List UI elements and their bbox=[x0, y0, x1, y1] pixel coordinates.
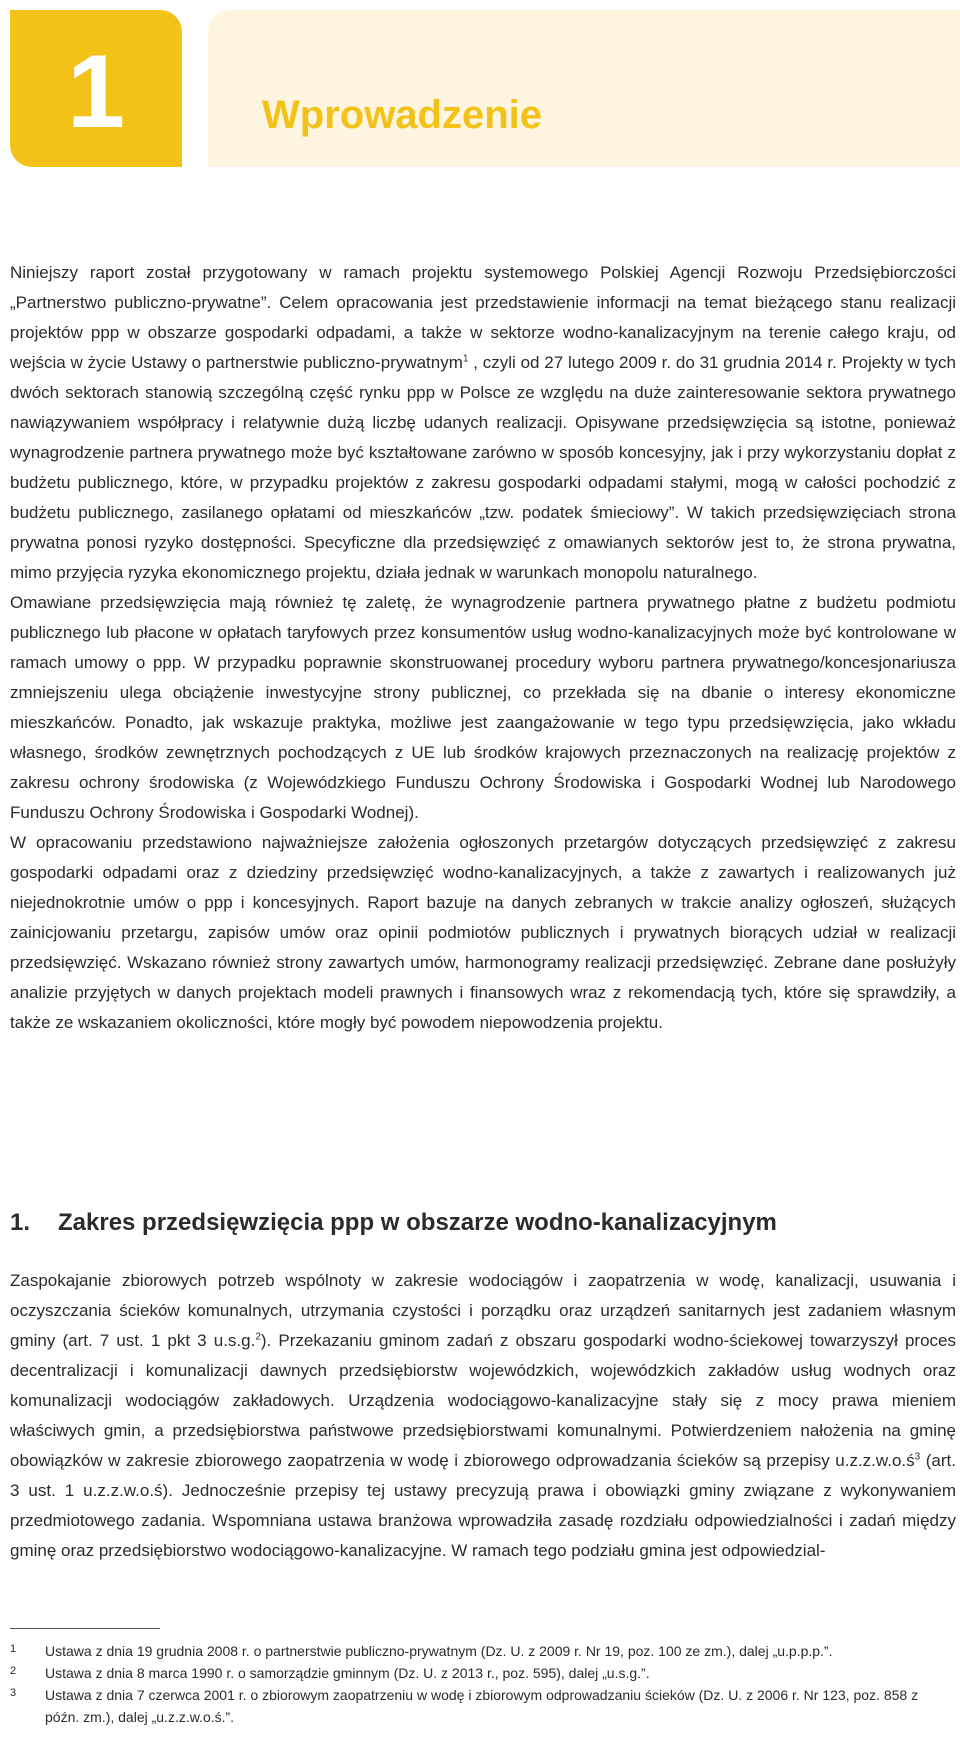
footnote-text: Ustawa z dnia 8 marca 1990 r. o samorządzie gminnym (Dz. U. z 2013 r., poz. 595), dalej „u.s.g.”. bbox=[45, 1665, 650, 1681]
footnote-text: Ustawa z dnia 19 grudnia 2008 r. o partnerstwie publiczno-prywatnym (Dz. U. z 2009 r. Nr 19, poz. 100 ze zm.), dalej „u.p.p.p.”. bbox=[45, 1643, 833, 1659]
section-p1-text-c: (art. 3 ust. 1 u.z.z.w.o.ś). Jednocześnie przepisy tej ustawy precyzują prawa i obowiązki gminy związane z wykonywaniem przedmiotowego zadania. Wspomniana ustawa branżowa wprowadziła zasadę rozdziału odpowiedzialności i zadań między gminę oraz przedsiębiorstwo wodociągowo-kanalizacyjne. W ramach tego podziału gmina jest odpowiedzial- bbox=[10, 1451, 956, 1560]
section-heading bbox=[10, 1208, 777, 1238]
section-title: Zakres przedsięwzięcia ppp w obszarze wodno-kanalizacyjnym bbox=[58, 1209, 777, 1236]
footnotes bbox=[10, 1640, 956, 1728]
chapter-number-box bbox=[10, 10, 182, 167]
intro-p1-text-a: Niniejszy raport został przygotowany w ramach projektu systemowego Polskiej Agencji Rozwoju Przedsiębiorczości „Partnerstwo publiczno-prywatne”. Celem opracowania jest przedstawienie informacji na temat bieżącego stanu realizacji projektów ppp w obszarze gospodarki odpadami, a także w sektorze wodno-kanalizacyjnym na terenie całego kraju, od wejścia w życie Ustawy o partnerstwie publiczno-prywatnym bbox=[10, 263, 956, 372]
intro-p1-text-b: , czyli od 27 lutego 2009 r. do 31 grudnia 2014 r. Projekty w tych dwóch sektorach stanowią szczególną część rynku ppp w Polsce ze względu na duże zainteresowanie sektora prywatnego nawiązywaniem współpracy i relatywnie dużą liczbę udanych realizacji. Opisywane przedsięwzięcia są istotne, ponieważ wynagrodzenie partnera prywatnego może być kształtowane zarówno w sposób koncesyjny, jak i przy wykorzystaniu dopłat z budżetu publicznego, które, w przypadku projektów z zakresu gospodarki odpadami stałymi, mogą w całości pochodzić z budżetu publicznego, zasilanego opłatami od mieszkańców „tzw. podatek śmieciowy”. W takich przedsięwzięciach strona prywatna ponosi ryzyko dostępności. Specyficzne dla przedsięwzięć z omawianych sektorów jest to, że strona prywatna, mimo przyjęcia ryzyka ekonomicznego projektu, działa jednak w warunkach monopolu naturalnego. bbox=[10, 353, 956, 582]
footnote-2 bbox=[10, 1662, 956, 1684]
footnote-1 bbox=[10, 1640, 956, 1662]
intro-paragraph-3: W opracowaniu przedstawiono najważniejsze założenia ogłoszonych przetargów dotyczących przedsięwzięć z zakresu gospodarki odpadami oraz z dziedziny przedsięwzięć wodno-kanalizacyjnych, a także z zawartych i realizowanych już niejednokrotnie umów o ppp i koncesyjnych. Raport bazuje na danych zebranych w trakcie analizy ogłoszeń, służących zainicjowaniu przetargu, zapisów umów oraz opinii podmiotów publicznych i prywatnych biorących udział w realizacji przedsięwzięć. Wskazano również strony zawartych umów, harmonogramy realizacji przedsięwzięć. Zebrane dane posłużyły analizie przyjętych w danych projektach modeli prawnych i finansowych wraz z rekomendacją tych, które się sprawdziły, a także ze wskazaniem okoliczności, które mogły być powodem niepowodzenia projektu. bbox=[10, 833, 956, 1032]
intro-body bbox=[10, 258, 956, 1038]
section-p1-text-b: ). Przekazaniu gminom zadań z obszaru gospodarki wodno-ściekowej towarzyszył proces decentralizacji i komunalizacji dawnych przedsiębiorstw wojewódzkich, wojewódzkich zakładów usług wodnych oraz komunalizacji wodociągów zakładowych. Urządzenia wodociągowo-kanalizacyjne stały się z mocy prawa mieniem właściwych gmin, a przedsiębiorstwa państwowe przedsiębiorstwami komunalnymi. Potwierdzeniem nałożenia na gminę obowiązków w zakresie zbiorowego zaopatrzenia w wodę i zbiorowego odprowadzania ścieków są przepisy u.z.z.w.o.ś bbox=[10, 1331, 956, 1470]
section-body bbox=[10, 1266, 956, 1566]
footnote-divider bbox=[10, 1628, 160, 1629]
section-p1-text-a: Zaspokajanie zbiorowych potrzeb wspólnoty w zakresie wodociągów i zaopatrzenia w wodę, kanalizacji, usuwania i oczyszczania ścieków komunalnych, utrzymania czystości i porządku oraz urządzeń sanitarnych jest zadaniem własnym gminy (art. 7 ust. 1 pkt 3 u.s.g. bbox=[10, 1271, 956, 1350]
chapter-title: Wprowadzenie bbox=[262, 92, 543, 137]
footnote-ref-1[interactable]: 1 bbox=[462, 353, 469, 365]
footnote-number: 1 bbox=[10, 1643, 17, 1655]
footnote-ref-2[interactable]: 2 bbox=[255, 1331, 261, 1343]
chapter-number: 1 bbox=[67, 33, 125, 150]
intro-paragraph-2: Omawiane przedsięwzięcia mają również tę zaletę, że wynagrodzenie partnera prywatnego płatne z budżetu podmiotu publicznego lub płacone w opłatach taryfowych przez konsumentów usług wodno-kanalizacyjnych może być kontrolowane w ramach umowy o ppp. W przypadku poprawnie skonstruowanej procedury wyboru partnera prywatnego/koncesjonariusza zmniejszeniu ulega obciążenie inwestycyjne strony publicznej, co przekłada się na dbanie o interesy ekonomiczne mieszkańców. Ponadto, jak wskazuje praktyka, możliwe jest zaangażowanie w tego typu przedsięwzięcia, jako wkładu własnego, środków zewnętrznych pochodzących z UE lub środków krajowych przeznaczonych na realizację projektów z zakresu ochrony środowiska (z Wojewódzkiego Funduszu Ochrony Środowiska i Gospodarki Wodnej lub Narodowego Funduszu Ochrony Środowiska i Gospodarki Wodnej). bbox=[10, 593, 956, 822]
section-number: 1. bbox=[10, 1209, 31, 1236]
chapter-title-band bbox=[208, 10, 960, 167]
footnote-number: 2 bbox=[10, 1665, 17, 1677]
intro-paragraph-1 bbox=[10, 258, 956, 588]
footnote-3 bbox=[10, 1684, 956, 1728]
footnote-number: 3 bbox=[10, 1687, 17, 1699]
footnote-text: Ustawa z dnia 7 czerwca 2001 r. o zbiorowym zaopatrzeniu w wodę i zbiorowym odprowadzaniu ścieków (Dz. U. z 2006 r. Nr 123, poz. 858 z późn. zm.), dalej „u.z.z.w.o.ś.”. bbox=[45, 1687, 919, 1725]
footnote-ref-3[interactable]: 3 bbox=[914, 1451, 921, 1463]
section-paragraph-1 bbox=[10, 1266, 956, 1566]
